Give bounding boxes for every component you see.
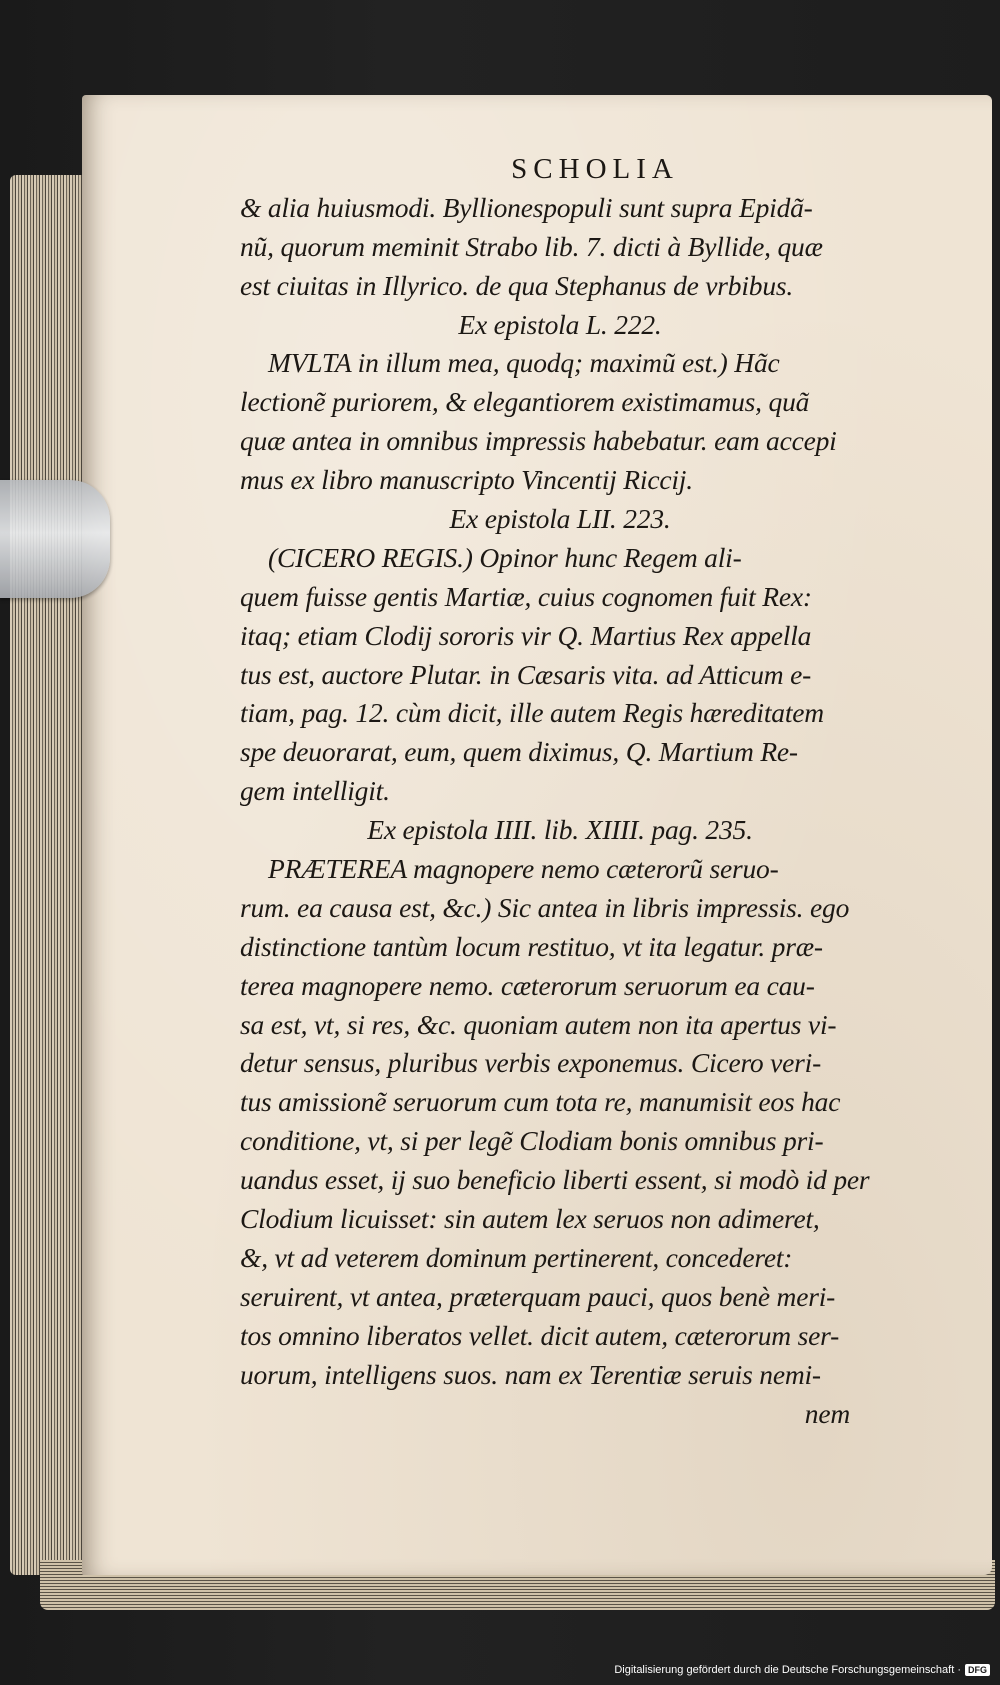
running-head: SCHOLIA <box>511 153 679 185</box>
page-edges-left <box>10 175 90 1575</box>
text-line: quem fuisse gentis Martiæ, cuius cognomen fuit Rex: <box>240 580 812 612</box>
section-heading: Ex epistola LII. 223. <box>449 503 671 535</box>
text-line: nũ, quorum meminit Strabo lib. 7. dicti à Byllide, quæ <box>240 230 823 262</box>
text-line: MVLTA in illum mea, quodq; maximũ est.) Hãc <box>268 347 780 379</box>
text-line: uorum, intelligens suos. nam ex Terentiæ seruis nemi- <box>240 1358 821 1390</box>
text-line: spe deuorarat, eum, quem diximus, Q. Martium Re- <box>240 736 798 768</box>
text-line: conditione, vt, si per legẽ Clodiam bonis omnibus pri- <box>240 1125 824 1157</box>
text-line: uandus esset, ij suo beneficio liberti essent, si modò id per <box>240 1164 870 1196</box>
text-line: detur sensus, pluribus verbis exponemus. Cicero veri- <box>240 1047 822 1079</box>
digitization-footer <box>614 1661 990 1679</box>
text-line: Clodium licuisset: sin autem lex seruos non adimeret, <box>240 1203 820 1235</box>
text-line: terea magnopere nemo. cæterorum seruorum ea cau- <box>240 969 815 1001</box>
text-line: tos omnino liberatos vellet. dicit autem, cæterorum ser- <box>240 1319 840 1351</box>
text-line: distinctione tantùm locum restituo, vt ita legatur. præ- <box>240 930 823 962</box>
section-heading: Ex epistola L. 222. <box>458 308 662 340</box>
text-line: est ciuitas in Illyrico. de qua Stephanus de vrbibus. <box>240 269 794 301</box>
page-clip <box>0 480 110 598</box>
page-text <box>240 150 940 1433</box>
text-line: & alia huiusmodi. Byllionespopuli sunt supra Epidã- <box>240 191 813 223</box>
text-line: mus ex libro manuscripto Vincentij Riccij. <box>240 464 693 496</box>
text-line: seruirent, vt antea, præterquam pauci, quos benè meri- <box>240 1280 836 1312</box>
text-line: lectionẽ puriorem, & elegantiorem existimamus, quã <box>240 386 810 418</box>
text-line: &, vt ad veterem dominum pertinerent, concederet: <box>240 1241 793 1273</box>
text-line: (CICERO REGIS.) Opinor hunc Regem ali- <box>268 541 742 573</box>
text-line: gem intelligit. <box>240 775 390 807</box>
section-heading: Ex epistola IIII. lib. XIIII. pag. 235. <box>367 814 753 846</box>
text-line: sa est, vt, si res, &c. quoniam autem non ita apertus vi- <box>240 1008 837 1040</box>
text-line: itaq; etiam Clodij sororis vir Q. Martius Rex appella <box>240 619 812 651</box>
text-line: tus amissionẽ seruorum cum tota re, manumisit eos hac <box>240 1086 841 1118</box>
text-line: tus est, auctore Plutar. in Cæsaris vita. ad Atticum e- <box>240 658 812 690</box>
footer-text: Digitalisierung gefördert durch die Deutsche Forschungsgemeinschaft · <box>614 1664 961 1676</box>
text-line: rum. ea causa est, &c.) Sic antea in libris impressis. ego <box>240 891 850 923</box>
text-line: tiam, pag. 12. cùm dicit, ille autem Regis hæreditatem <box>240 697 824 729</box>
dfg-logo: DFG <box>965 1664 990 1676</box>
catchword: nem <box>804 1397 850 1429</box>
text-line: quæ antea in omnibus impressis habebatur. eam accepi <box>240 425 837 457</box>
text-line: PRÆTEREA magnopere nemo cæterorũ seruo- <box>268 853 779 885</box>
